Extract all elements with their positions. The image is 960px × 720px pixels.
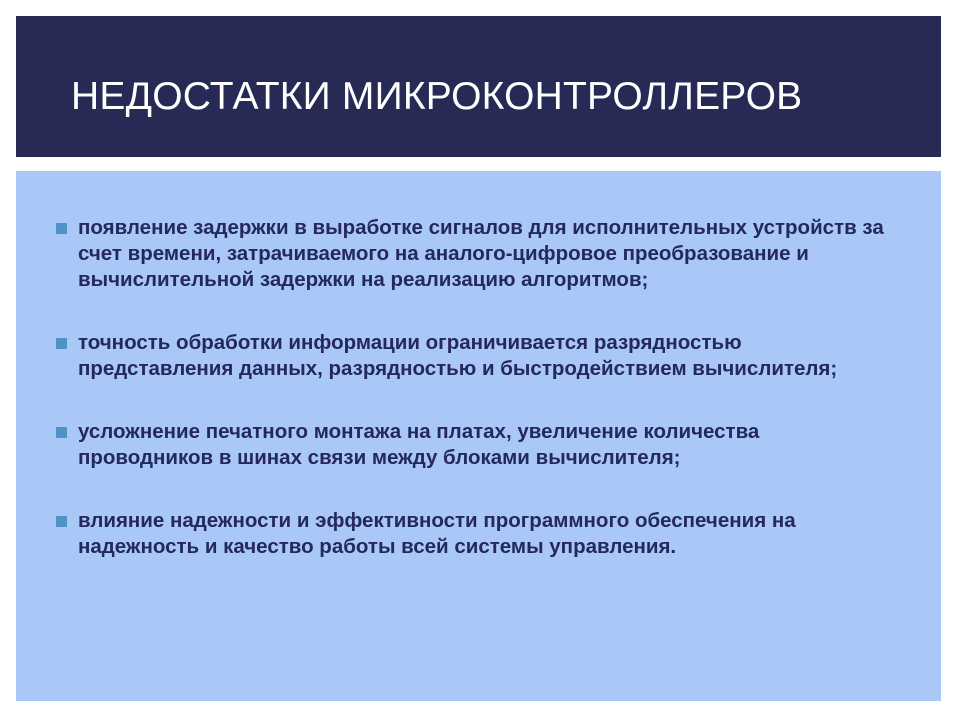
bullet-item	[56, 215, 896, 293]
bullet-item	[56, 419, 896, 471]
title-bar	[16, 16, 941, 157]
bullet-text: усложнение печатного монтажа на платах, увеличение количества проводников в шинах связи между блоками вычислителя;	[78, 420, 760, 469]
square-bullet-icon	[56, 338, 67, 349]
bullet-text: влияние надежности и эффективности программного обеспечения на надежность и качество работы всей системы управления.	[78, 509, 796, 558]
content-panel	[16, 171, 941, 701]
bullet-item	[56, 330, 896, 382]
bullet-list	[56, 215, 896, 560]
square-bullet-icon	[56, 427, 67, 438]
bullet-text: точность обработки информации ограничивается разрядностью представления данных, разрядностью и быстродействием вычислителя;	[78, 331, 838, 380]
slide-title: НЕДОСТАТКИ МИКРОКОНТРОЛЛЕРОВ	[71, 75, 803, 118]
square-bullet-icon	[56, 223, 67, 234]
bullet-text: появление задержки в выработке сигналов для исполнительных устройств за счет времени, затрачиваемого на аналого-цифровое преобразование и вычислительной задержки на реализацию алгоритмов;	[78, 216, 884, 291]
bullet-item	[56, 508, 896, 560]
square-bullet-icon	[56, 516, 67, 527]
